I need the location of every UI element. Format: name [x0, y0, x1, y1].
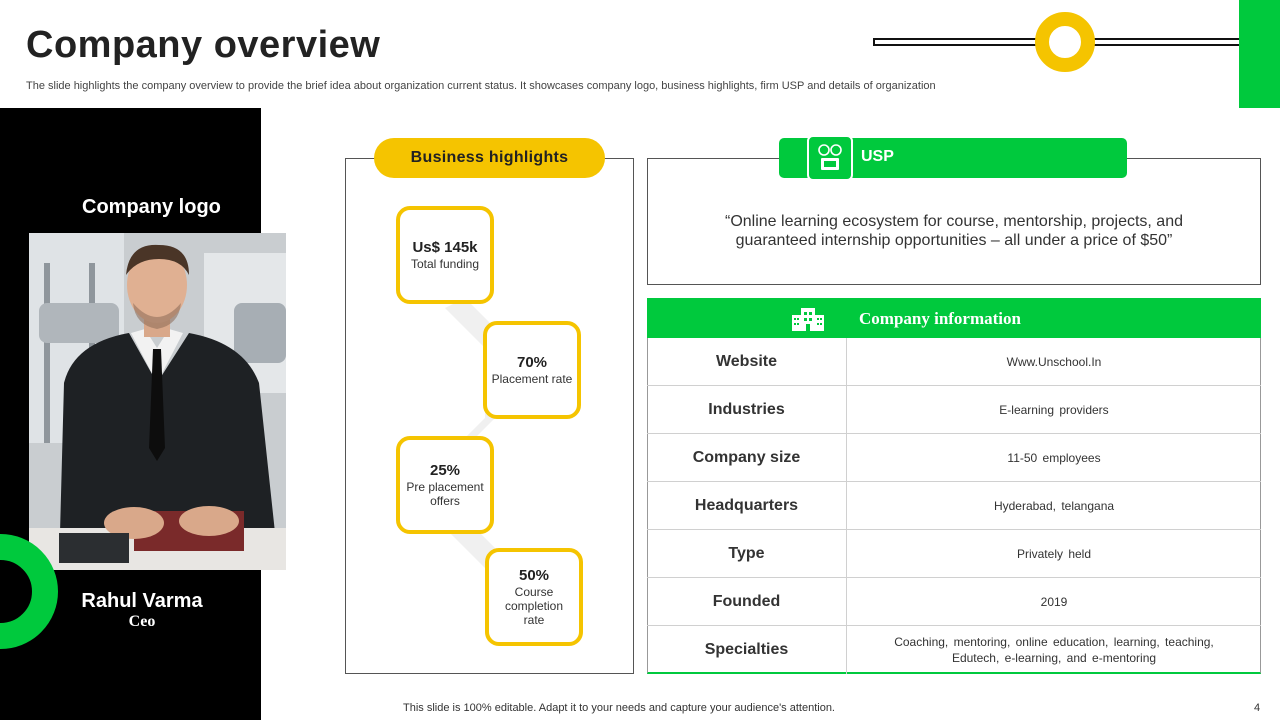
table-row: [647, 482, 1261, 530]
row-key: Founded: [647, 578, 847, 625]
business-highlights-title: Business highlights: [374, 138, 605, 178]
row-value: 2019: [1040, 594, 1068, 609]
highlight-label: Placement rate: [491, 372, 573, 386]
table-row: [647, 386, 1261, 434]
table-row: [647, 338, 1261, 386]
row-key: Headquarters: [647, 482, 847, 529]
ceo-role: Ceo: [128, 613, 156, 630]
row-value: Www.Unschool.In: [1006, 354, 1102, 369]
row-value: 11-50 employees: [1007, 450, 1101, 465]
table-row: [647, 434, 1261, 482]
highlight-label: Pre placement offers: [406, 480, 484, 508]
decorative-green-bar: [1239, 0, 1280, 108]
company-info-title: Company information: [859, 309, 1021, 328]
row-key: Type: [647, 530, 847, 577]
table-row: [647, 626, 1261, 674]
row-value: Privately held: [1016, 546, 1092, 561]
page-title: Company overview: [26, 24, 381, 66]
row-key: Company size: [647, 434, 847, 481]
building-icon: [790, 305, 826, 336]
highlight-value: 25%: [429, 462, 461, 479]
table-row: [647, 530, 1261, 578]
highlight-card-placement: [483, 321, 581, 419]
row-value: Coaching, mentoring, online education, learning, teaching, Edutech, e-learning, and e-mentoring: [894, 635, 1214, 665]
highlight-label: Course completion rate: [504, 585, 564, 627]
footer-note: This slide is 100% editable. Adapt it to your needs and capture your audience's attention.: [403, 702, 835, 714]
page-number: 4: [1254, 702, 1261, 714]
table-row: [647, 578, 1261, 626]
ceo-photo: [29, 233, 286, 570]
row-key: Industries: [647, 386, 847, 433]
page-subtitle: The slide highlights the company overview to provide the brief idea about organization current status. It showcases company logo, business highlights, firm USP and details of organization: [26, 80, 936, 92]
ceo-name: Rahul Varma: [81, 590, 203, 612]
highlight-card-ppo: [396, 436, 494, 534]
highlight-value: 50%: [518, 567, 550, 584]
row-key: Website: [647, 338, 847, 385]
highlight-value: Us$ 145k: [412, 239, 478, 256]
decorative-ring: [1035, 12, 1095, 72]
highlight-label: Total funding: [410, 257, 480, 271]
row-value: Hyderabad, telangana: [993, 498, 1115, 513]
ceo-photo-illustration: [29, 233, 286, 570]
highlight-card-funding: [396, 206, 494, 304]
row-value: E-learning providers: [999, 402, 1109, 417]
usp-quote: “Online learning ecosystem for course, mentorship, projects, and guaranteed internship opportunities – all under a price of $50”: [725, 213, 1183, 249]
highlight-card-completion: [485, 548, 583, 646]
row-key: Specialties: [647, 626, 847, 674]
company-info-table: [647, 338, 1261, 674]
usp-badge-icon: [807, 135, 853, 181]
highlight-value: 70%: [516, 354, 548, 371]
company-logo-label: Company logo: [82, 196, 221, 218]
usp-title: USP: [861, 148, 894, 165]
